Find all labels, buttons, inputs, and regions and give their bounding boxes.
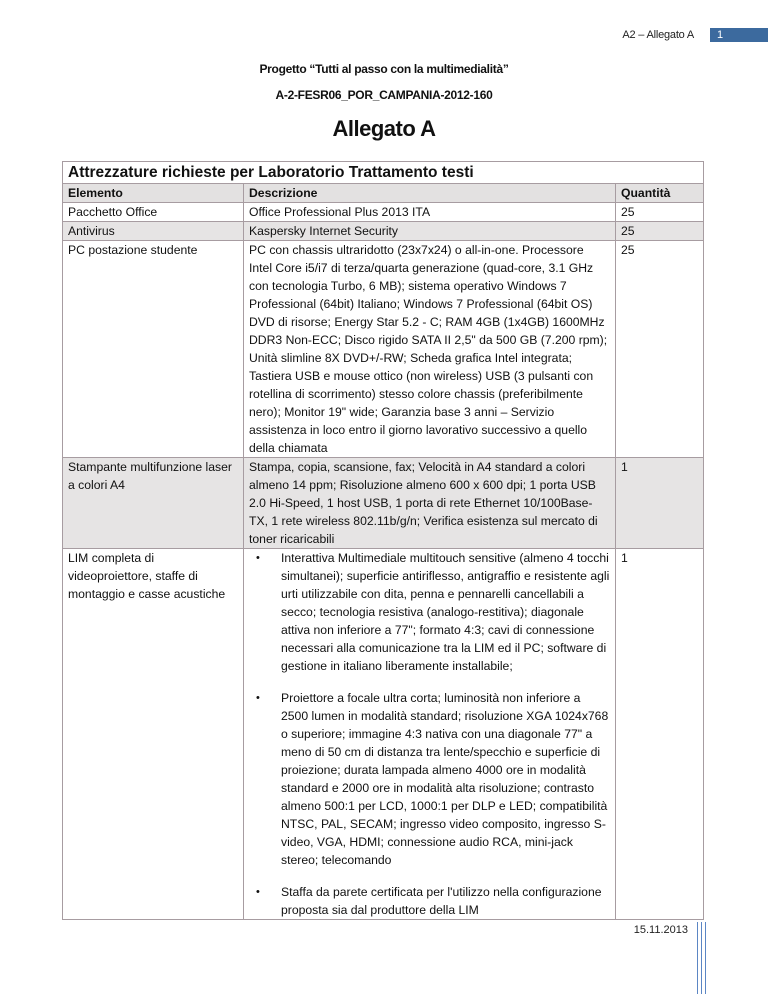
footer-line [705,922,706,994]
footer-line [701,922,702,994]
equipment-table [62,161,704,920]
document-title: Allegato A [332,116,436,141]
table-row [63,203,704,222]
list-item-text: Interattiva Multimediale multitouch sensitive (almeno 4 tocchi simultanei); superficie antiriflesso, antigraffio e resistente agli urti utilizzabile con dita, penna e pennarelli cancellabili a secco; tecnologia resistiva (analogo-restitiva); diagonale attiva non inferiore a 77"; formato 4:3; cavi di connessione necessari alla comunicazione tra la LIM ed il PC; software di gestione in italiano liberamente installabile; [281,551,610,673]
cell-quantity: 1 [616,458,704,549]
cell-description: Office Professional Plus 2013 ITA [244,203,616,222]
footer-decorative-lines [697,922,706,994]
project-title: Progetto “Tutti al passo con la multimedialità” [259,62,509,76]
cell-description: Kaspersky Internet Security [244,222,616,241]
list-item [256,689,610,869]
cell-quantity: 25 [616,241,704,458]
footer-line [697,922,698,994]
table-row [63,458,704,549]
cell-description: PC con chassis ultraridotto (23x7x24) o all-in-one. Processore Intel Core i5/i7 di terza/quarta generazione (quad-core, 3.1 GHz con tecnologia Turbo, 6 MB); sistema operativo Windows 7 Professional (64bit) Italiano; Windows 7 Professional (64bit OS) DVD di risorse; Energy Star 5.2 - C; RAM 4GB (1x4GB) 1600MHz DDR3 Non-ECC; Disco rigido SATA II 2,5" da 500 GB (7.200 rpm); Unità slimline 8X DVD+/-RW; Scheda grafica Intel integrata; Tastiera USB e mouse ottico (non wireless) USB (3 pulsanti con rotellina di scorrimento) stesso colore chassis (preferibilmente nero); Monitor 19" wide; Garanzia base 3 anni – Servizio assistenza in loco entro il giorno lavorativo successivo a quello della chiamata [244,241,616,458]
project-code: A-2-FESR06_POR_CAMPANIA-2012-160 [275,88,493,102]
list-item [256,883,610,919]
table-caption: Attrezzature richieste per Laboratorio Trattamento testi [63,162,704,184]
list-item-text: Proiettore a focale ultra corta; luminosità non inferiore a 2500 lumen in modalità standard; risoluzione XGA 1024x768 o superiore; immagine 4:3 nativa con una diagonale 77" a meno di 50 cm di distanza tra lente/specchio e superficie di proiezione; durata lampada almeno 4000 ore in modalità standard e 2000 ore in modalità alta risoluzione; contrasto almeno 500:1 per LCD, 1000:1 per DLP e LED; compatibilità NTSC, PAL, SECAM; ingresso video composito, ingresso S-video, VGA, HDMI; connessione audio RCA, mini-jack stereo; telecomando [281,691,609,867]
cell-element: Antivirus [63,222,244,241]
table-row [63,549,704,920]
page-number: 1 [717,29,724,41]
page-number-badge [710,28,768,42]
cell-element: Pacchetto Office [63,203,244,222]
cell-quantity: 25 [616,222,704,241]
running-header-title: A2 – Allegato A [622,29,694,41]
column-header-description: Descrizione [244,184,616,203]
bullet-icon: • [256,552,260,564]
table-caption-row [63,162,704,184]
bullet-list [249,549,610,919]
bullet-icon: • [256,886,260,898]
table-row [63,241,704,458]
cell-element: PC postazione studente [63,241,244,458]
footer-date: 15.11.2013 [633,924,688,936]
list-item [256,549,610,675]
list-item-text: Staffa da parete certificata per l'utilizzo nella configurazione proposta sia dal produttore della LIM [281,885,602,917]
cell-element: Stampante multifunzione laser a colori A4 [63,458,244,549]
cell-element: LIM completa di videoproiettore, staffe di montaggio e casse acustiche [63,549,244,920]
cell-description: Stampa, copia, scansione, fax; Velocità in A4 standard a colori almeno 14 ppm; Risoluzione almeno 600 x 600 dpi; 1 porta USB 2.0 Hi-Speed, 1 host USB, 1 porta di rete Ethernet 10/100Base-TX, 1 rete wireless 802.11b/g/n; Verifica esistenza sul mercato di toner ricaricabili [244,458,616,549]
cell-quantity: 25 [616,203,704,222]
table-header-row [63,184,704,203]
table-row [63,222,704,241]
bullet-icon: • [256,692,260,704]
cell-quantity: 1 [616,549,704,920]
column-header-element: Elemento [63,184,244,203]
cell-description [244,549,616,920]
column-header-quantity: Quantità [616,184,704,203]
